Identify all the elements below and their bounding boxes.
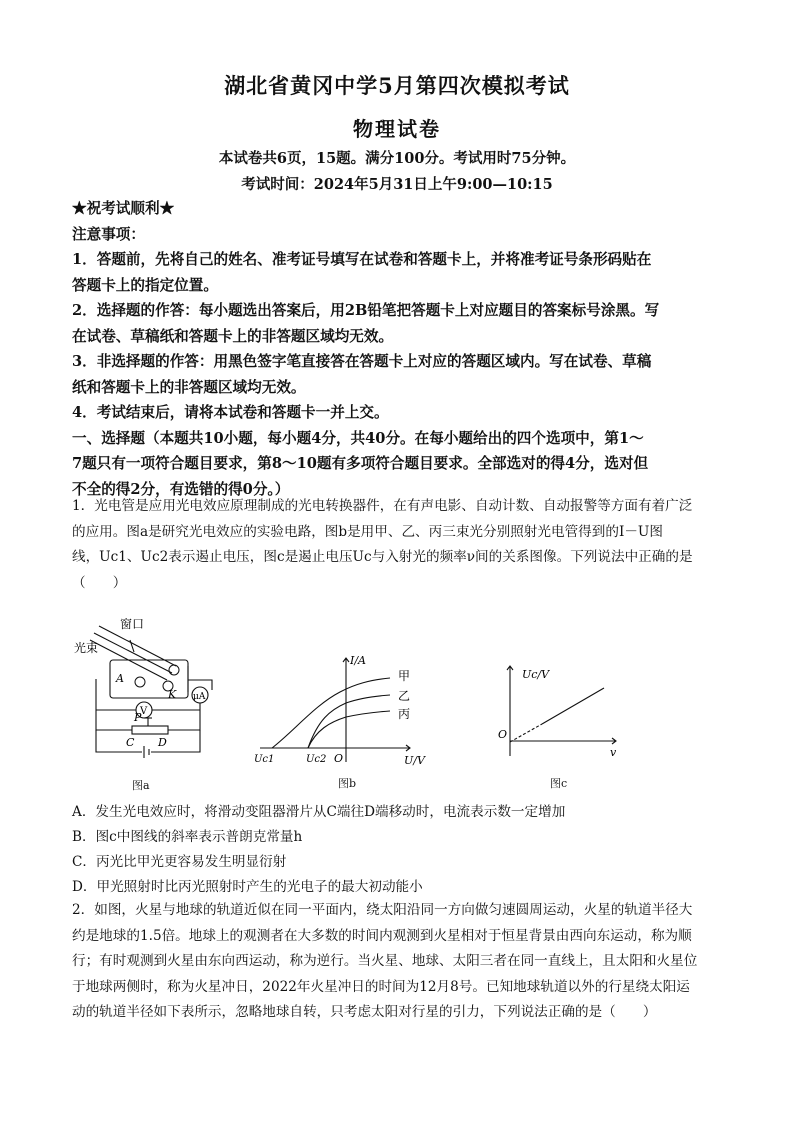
note-3-line-1: 3．非选择题的作答：用黑色签字笔直接答在答题卡上对应的答题区域内。写在试卷、草稿 — [72, 353, 652, 370]
exam-info-time: 考试时间：2024年5月31日上午9:00—10:15 — [241, 176, 553, 193]
note-2-line-1: 2．选择题的作答：每小题选出答案后，用2B铅笔把答题卡上对应题目的答案标号涂黑。写 — [72, 302, 660, 319]
q2-line-5: 动的轨道半径如下表所示，忽略地球自转，只考虑太阳对行星的引力，下列说法正确的是（ ） — [72, 1004, 657, 1020]
section-1-line-2: 7题只有一项符合题目要求，第8～10题有多项符合题目要求。全部选对的得4分，选对但 — [72, 455, 649, 472]
curve-yi — [308, 695, 390, 748]
figa-window-label: 窗口 — [120, 618, 145, 631]
q1-line-2: 的应用。图a是研究光电效应的实验电路，图b是用甲、乙、丙三束光分别照射光电管得到的I－U图 — [72, 523, 663, 540]
section-1-line-3: 不全的得2分，有选错的得0分。） — [72, 480, 290, 498]
figure-c-caption: 图c — [550, 777, 568, 790]
figb-series-jia: 甲 — [398, 669, 411, 683]
figb-y-axis-label: I/A — [350, 654, 366, 667]
figa-end-c-label: C — [126, 736, 135, 749]
figb-series-yi: 乙 — [398, 689, 411, 703]
figure-a-caption: 图a — [132, 779, 150, 792]
q2-line-3: 行；有时观测到火星由东向西运动，称为逆行。当火星、地球、太阳三者在同一直线上，且太阳和火星位 — [72, 953, 698, 969]
note-1-line-1: 1．答题前，先将自己的姓名、准考证号填写在试卷和答题卡上，并将准考证号条形码贴在 — [72, 251, 652, 268]
figb-uc1-label: Uc1 — [254, 754, 275, 765]
question-2-stem — [72, 898, 724, 1026]
q2-line-2: 约是地球的1.5倍。地球上的观测者在大多数的时间内观测到火星相对于恒星背景由西向东运动，称为顺 — [72, 927, 692, 944]
q1-option-a: A．发生光电效应时，将滑动变阻器滑片从C端往D端移动时，电流表示数一定增加 — [72, 804, 566, 820]
figa-cathode-label: K — [168, 688, 177, 701]
figb-uc2-label: Uc2 — [306, 754, 327, 765]
q1-option-d: D．甲光照射时比丙光照射时产生的光电子的最大初动能小 — [72, 879, 423, 895]
figb-series-bing: 丙 — [398, 707, 411, 721]
figb-x-axis-label: U/V — [404, 754, 425, 767]
figure-a-circuit — [72, 618, 222, 763]
figb-origin-label: O — [334, 752, 344, 765]
q1-line-3: 线，Uc1、Uc2表示遏止电压，图c是遏止电压Uc与入射光的频率ν间的关系图像。下列说法中正确的是 — [72, 549, 693, 565]
notes-block — [72, 196, 724, 502]
figure-c-uc-nu-graph — [494, 662, 624, 762]
figa-slider-label: P — [134, 711, 142, 724]
curve-bing — [308, 711, 390, 748]
figure-b-iu-graph — [250, 650, 430, 768]
q2-line-4: 于地球两侧时，称为火星冲日，2022年火星冲日的时间为12月8号。已知地球轨道以外的行星绕太阳运 — [72, 978, 690, 995]
figa-beam-label: 光束 — [74, 641, 99, 655]
figa-voltmeter-label: V — [140, 706, 148, 717]
q1-line-1: 1．光电管是应用光电效应原理制成的光电转换器件，在有声电影、自动计数、自动报警等方面有着广泛 — [72, 498, 693, 514]
figure-b-caption: 图b — [338, 777, 357, 790]
figc-extrapolated-line — [510, 724, 542, 742]
note-2-line-2: 在试卷、草稿纸和答题卡上的非答题区域均无效。 — [72, 327, 394, 345]
question-1-stem — [72, 494, 724, 596]
q2-line-1: 2．如图，火星与地球的轨道近似在同一平面内，绕太阳沿同一方向做匀速圆周运动，火星的轨道半径大 — [72, 902, 693, 918]
exam-info-pages: 本试卷共6页，15题。满分100分。考试用时75分钟。 — [218, 150, 576, 167]
figa-anode-label: A — [116, 672, 124, 685]
q1-option-c: C．丙光比甲光更容易发生明显衍射 — [72, 854, 287, 870]
q1-line-4: （ ） — [72, 574, 127, 591]
notes-heading: 注意事项： — [72, 225, 145, 243]
figa-ammeter-label: μA — [193, 692, 206, 702]
figc-x-axis-label: v — [610, 746, 617, 759]
exam-subject: 物理试卷 — [353, 117, 441, 141]
note-3-line-2: 纸和答题卡上的非答题区域均无效。 — [72, 378, 306, 396]
figc-data-line — [542, 688, 604, 724]
wish-text: ★祝考试顺利★ — [72, 200, 175, 217]
exam-title: 湖北省黄冈中学5月第四次模拟考试 — [224, 73, 570, 98]
note-4: 4．考试结束后，请将本试卷和答题卡一并上交。 — [72, 404, 389, 421]
note-1-line-2: 答题卡上的指定位置。 — [72, 276, 218, 294]
figc-origin-label: O — [498, 728, 508, 741]
q1-option-b: B．图c中图线的斜率表示普朗克常量h — [72, 829, 303, 845]
figa-end-d-label: D — [158, 736, 167, 749]
section-1-line-1: 一、选择题（本题共10小题，每小题4分，共40分。在每小题给出的四个选项中，第1～ — [72, 429, 644, 447]
figc-y-axis-label: Uc/V — [522, 668, 550, 681]
